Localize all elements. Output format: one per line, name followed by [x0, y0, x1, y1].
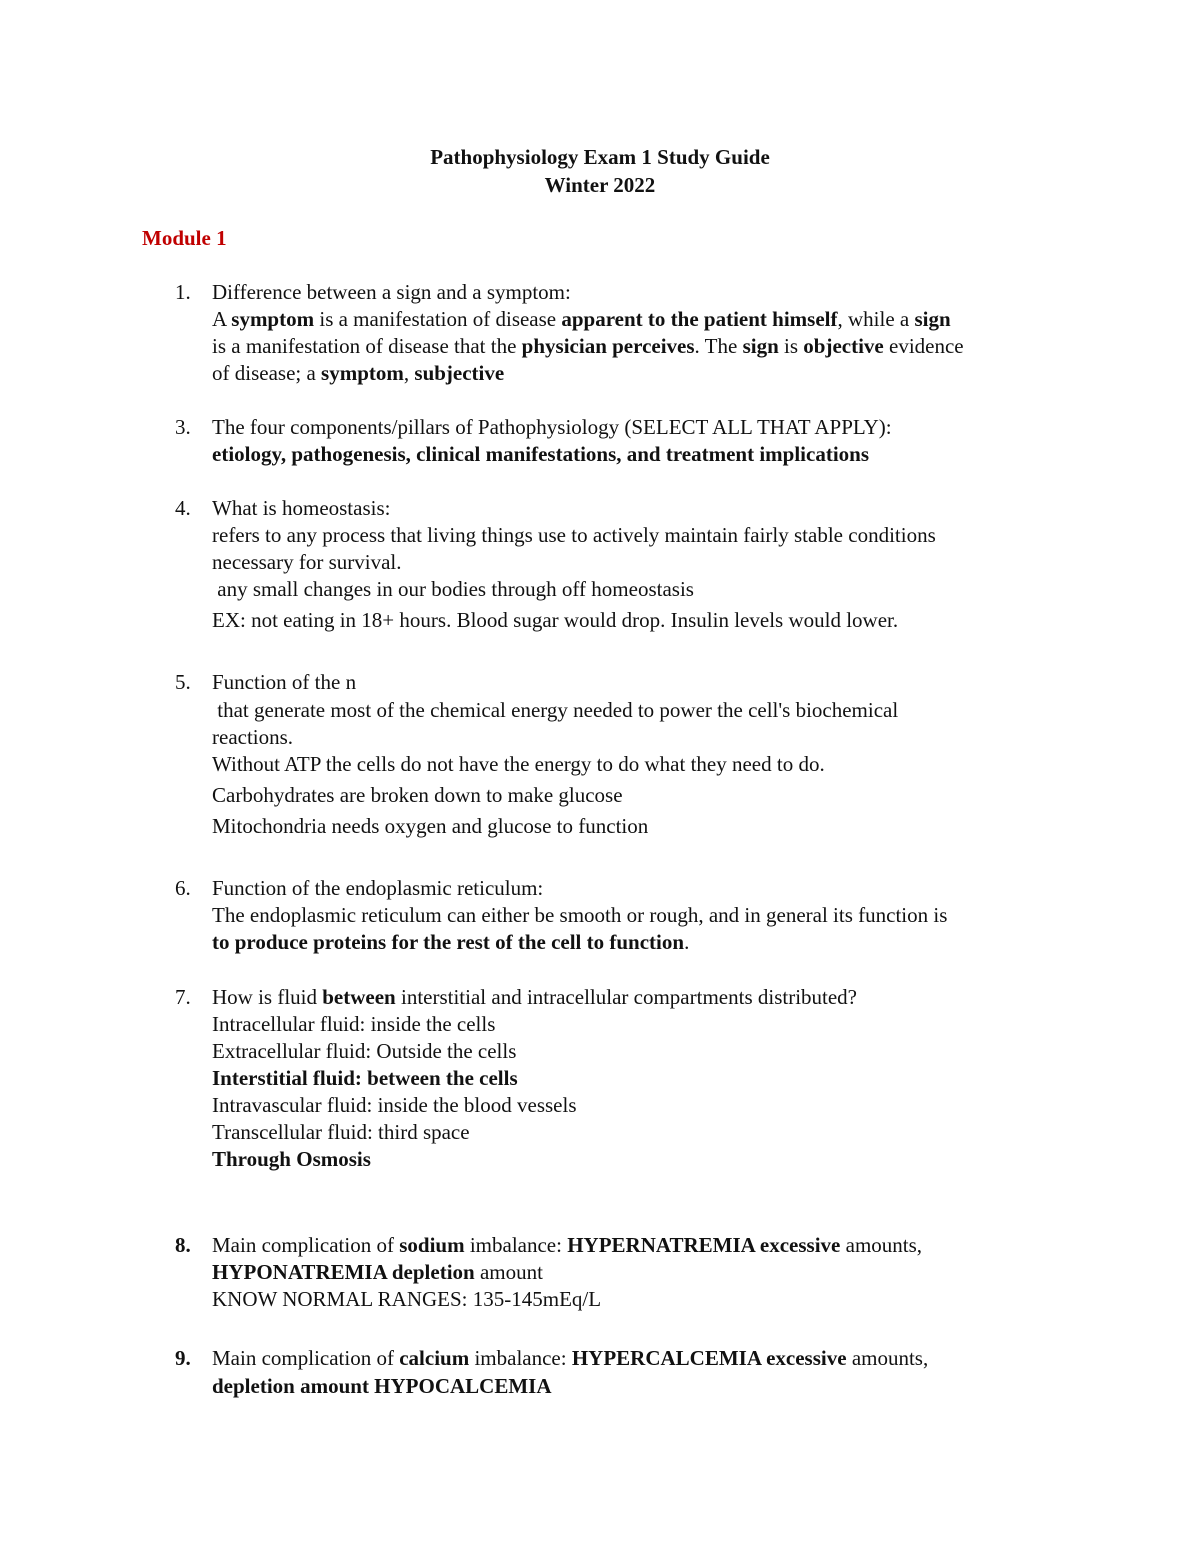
q7-answer-line-3: Interstitial fluid: between the cells: [212, 1066, 518, 1090]
q5-answer-line-1: that generate most of the chemical energy needed to power the cell's biochemical: [212, 698, 899, 722]
q7-question: How is fluid between interstitial and intracellular compartments distributed?: [212, 985, 858, 1009]
q4-answer-line-4: EX: not eating in 18+ hours. Blood sugar would drop. Insulin levels would lower.: [212, 608, 899, 632]
q7-answer-line-2: Extracellular fluid: Outside the cells: [212, 1039, 517, 1063]
q1-answer-line-2: is a manifestation of disease that the physician perceives. The sign is objective evidence: [212, 334, 964, 358]
q7-answer-line-5: Transcellular fluid: third space: [212, 1120, 470, 1144]
q5-question: Function of the n: [212, 670, 357, 694]
q9-question-line-2: depletion amount HYPOCALCEMIA: [212, 1374, 552, 1398]
q4-question: What is homeostasis:: [212, 496, 391, 520]
item-number: 9.: [175, 1346, 191, 1370]
q5-answer-line-5: Mitochondria needs oxygen and glucose to function: [212, 814, 649, 838]
item-number: 8.: [175, 1233, 191, 1257]
q6-answer-line-2: to produce proteins for the rest of the cell to function.: [212, 930, 690, 954]
q5-answer-line-2: reactions.: [212, 725, 294, 749]
item-number: 5.: [175, 670, 191, 694]
q1-answer-line-3: of disease; a symptom, subjective: [212, 361, 505, 385]
q8-question-line-1: Main complication of sodium imbalance: HYPERNATREMIA excessive amounts,: [212, 1233, 923, 1257]
q7-answer-line-4: Intravascular fluid: inside the blood vessels: [212, 1093, 577, 1117]
item-number: 4.: [175, 496, 191, 520]
q8-normal-range: KNOW NORMAL RANGES: 135-145mEq/L: [212, 1287, 602, 1311]
q4-answer-line-2: necessary for survival.: [212, 550, 402, 574]
q1-answer-line-1: A symptom is a manifestation of disease apparent to the patient himself, while a sign: [212, 307, 951, 331]
item-number: 3.: [175, 415, 191, 439]
item-number: 1.: [175, 280, 191, 304]
q3-answer: etiology, pathogenesis, clinical manifestations, and treatment implications: [212, 442, 870, 466]
item-number: 6.: [175, 876, 191, 900]
q3-question: The four components/pillars of Pathophysiology (SELECT ALL THAT APPLY):: [212, 415, 892, 439]
q4-answer-line-1: refers to any process that living things use to actively maintain fairly stable conditions: [212, 523, 936, 547]
q7-answer-line-1: Intracellular fluid: inside the cells: [212, 1012, 496, 1036]
q6-answer-line-1: The endoplasmic reticulum can either be smooth or rough, and in general its function is: [212, 903, 948, 927]
q7-answer-line-6: Through Osmosis: [212, 1147, 371, 1171]
q1-question: Difference between a sign and a symptom:: [212, 280, 571, 304]
q8-question-line-2: HYPONATREMIA depletion amount: [212, 1260, 543, 1284]
item-number: 7.: [175, 985, 191, 1009]
q6-question: Function of the endoplasmic reticulum:: [212, 876, 544, 900]
module-heading: Module 1: [142, 226, 227, 250]
q4-answer-line-3: any small changes in our bodies through off homeostasis: [212, 577, 694, 601]
document-term: Winter 2022: [544, 173, 656, 197]
q9-question-line-1: Main complication of calcium imbalance: HYPERCALCEMIA excessive amounts,: [212, 1346, 929, 1370]
document-title: Pathophysiology Exam 1 Study Guide: [430, 145, 770, 169]
q5-answer-line-3: Without ATP the cells do not have the energy to do what they need to do.: [212, 752, 825, 776]
q5-answer-line-4: Carbohydrates are broken down to make glucose: [212, 783, 623, 807]
